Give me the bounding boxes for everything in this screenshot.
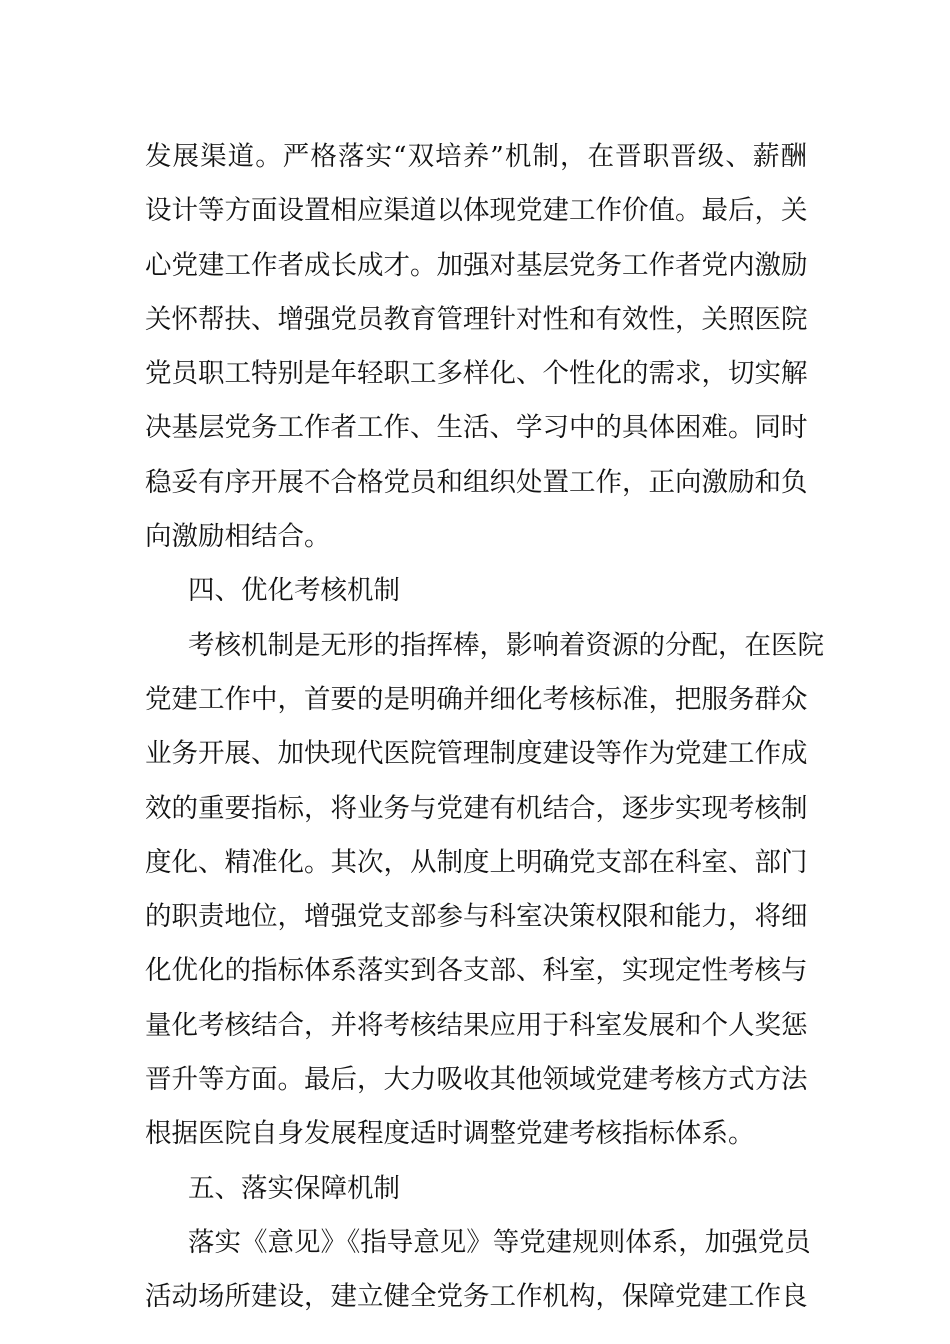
text-line: 稳妥有序开展不合格党员和组织处置工作，正向激励和负 <box>145 466 808 498</box>
text-line: 业务开展、加快现代医院管理制度建设等作为党建工作成 <box>145 738 808 770</box>
text-line: 根据医院自身发展程度适时调整党建考核指标体系。 <box>145 1118 755 1150</box>
text-line: 的职责地位，增强党支部参与科室决策权限和能力，将细 <box>145 901 808 933</box>
text-line: 落实《意见》《指导意见》等党建规则体系，加强党员 <box>188 1226 811 1258</box>
text-line: 量化考核结合，并将考核结果应用于科室发展和个人奖惩 <box>145 1009 808 1041</box>
text-line: 发展渠道。严格落实“双培养”机制，在晋职晋级、薪酬 <box>145 141 807 172</box>
text-line: 向激励相结合。 <box>145 521 331 553</box>
section-heading: 四、优化考核机制 <box>188 575 400 607</box>
text-line: 关怀帮扶、增强党员教育管理针对性和有效性，关照医院 <box>145 303 808 335</box>
text-line: 度化、精准化。其次，从制度上明确党支部在科室、部门 <box>145 846 808 878</box>
section-heading: 五、落实保障机制 <box>188 1172 400 1204</box>
text-line: 考核机制是无形的指挥棒，影响着资源的分配，在医院 <box>188 629 824 661</box>
text-line: 活动场所建设，建立健全党务工作机构，保障党建工作良 <box>145 1281 808 1313</box>
text-line: 设计等方面设置相应渠道以体现党建工作价值。最后，关 <box>145 195 808 227</box>
text-line: 党建工作中，首要的是明确并细化考核标准，把服务群众 <box>145 683 808 715</box>
document-body <box>145 130 825 1325</box>
text-line: 效的重要指标，将业务与党建有机结合，逐步实现考核制 <box>145 792 808 824</box>
text-line: 心党建工作者成长成才。加强对基层党务工作者党内激励 <box>145 249 808 281</box>
text-line: 党员职工特别是年轻职工多样化、个性化的需求，切实解 <box>145 358 808 390</box>
text-line: 决基层党务工作者工作、生活、学习中的具体困难。同时 <box>145 412 808 444</box>
text-line: 晋升等方面。最后，大力吸收其他领域党建考核方式方法 <box>145 1064 808 1096</box>
text-line: 化优化的指标体系落实到各支部、科室，实现定性考核与 <box>145 955 808 987</box>
